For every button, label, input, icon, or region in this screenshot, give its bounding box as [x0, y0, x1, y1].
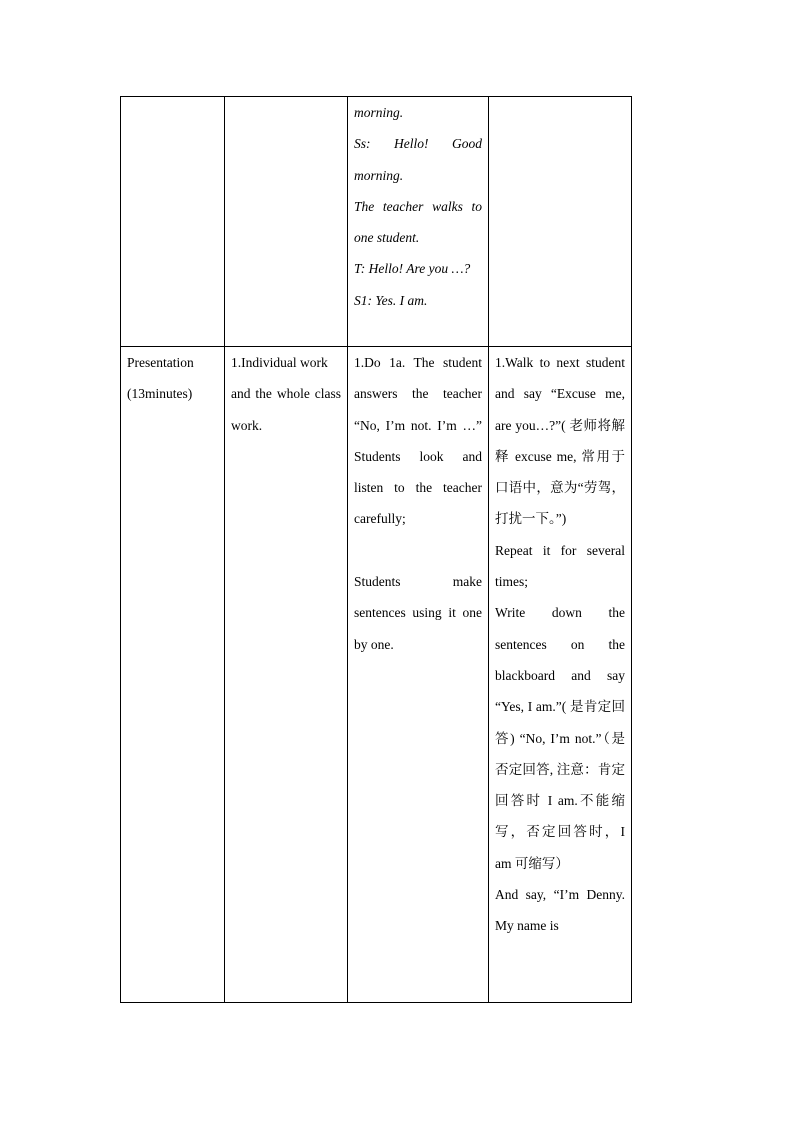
teacher-activity-cell [489, 347, 632, 1003]
mode-line: and the whole class work. [231, 386, 341, 433]
teacher-activity-paragraph: And say, “I’m Denny. My name is [495, 887, 625, 934]
stage-duration: (13minutes) [127, 386, 193, 402]
stage-cell [121, 347, 225, 1003]
mode-cell [225, 347, 348, 1003]
student-activity-line: S1: Yes. I am. [354, 292, 428, 308]
teacher-activity-cell [489, 97, 632, 347]
student-activity-line: T: Hello! Are you …? [354, 261, 471, 277]
student-activity-paragraph: 1.Do 1a. The student answers the teacher “No, I’m not. I’m …” Students look and listen to the teacher carefully; [354, 355, 482, 527]
table-row [121, 347, 632, 1003]
student-activity-line: morning. [354, 105, 404, 120]
teacher-activity-paragraph: Repeat it for several times; [495, 542, 625, 590]
student-activity-cell [348, 347, 489, 1003]
teacher-activity-paragraph: Write down the sentences on the blackboard and say “Yes, I am.”( 是肯定回答) “No, I’m not.”（是否定回答, 注意：肯定回答时 I am.不能缩写，否定回答时，I am 可缩写） [495, 605, 625, 871]
blank-line [354, 535, 482, 566]
table-row [121, 97, 632, 347]
student-activity-paragraph: Students make sentences using it one by one. [354, 574, 482, 652]
student-activity-line: The teacher walks to one student. [354, 198, 482, 246]
stage-name: Presentation [127, 355, 194, 370]
student-activity-line: Ss: Hello! Good morning. [354, 136, 482, 183]
mode-line: 1.Individual work [231, 355, 328, 370]
mode-cell [225, 97, 348, 347]
teacher-activity-paragraph: 1.Walk to next student and say “Excuse me, are you…?”( 老师将解释 excuse me, 常用于口语中，意为“劳驾，打扰一下。”) [495, 355, 625, 527]
lesson-plan-table [120, 96, 632, 1003]
stage-cell [121, 97, 225, 347]
student-activity-cell [348, 97, 489, 347]
